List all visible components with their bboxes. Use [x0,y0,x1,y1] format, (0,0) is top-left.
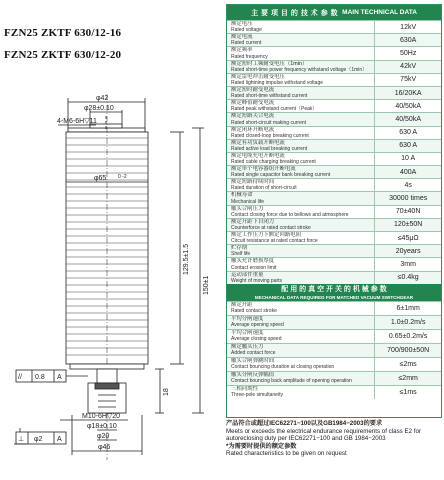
row-label [227,245,374,257]
row-label-zh: 额定工作压力下额定回路电阻 [231,232,302,238]
row-value: 75kV [374,74,441,86]
row-label-en: Rated peak withstand current（Peak） [231,106,318,113]
row-label-en: Rated closed-loop breaking current [231,132,309,139]
row-label-en: Contact closing force due to bellows and atmosphere [231,211,349,218]
note-en-1: Meets or exceeds the electrical endurance requirements of class E2 for autoreclosing duty per IEC62271−100 and GB 1984−2003 [226,427,422,443]
flatness-symbol-icon: // [18,374,22,381]
row-label-zh: 额定电缆充电开断电流 [231,152,285,159]
table-row [227,165,441,178]
table-row [227,46,441,59]
table-header [227,5,441,20]
row-label-en: Rated active load breaking current [231,145,308,152]
row-label [227,232,374,244]
row-label-zh: 额定开距下自闭力 [231,218,275,225]
table-row [227,205,441,218]
row-value: 400A [374,166,441,178]
row-label-zh: 额定短时耐受电流 [231,86,275,93]
row-label-en: Rated frequency [231,53,268,60]
row-label-en: Rated voltage [231,27,262,34]
row-label-zh: 触头分闸反弹幅值 [231,372,275,379]
row-label [227,330,374,343]
dim-thread-top: 4-M6-6H▽11 [57,118,97,125]
dim-body-dia: φ65 [94,175,107,182]
dim-bottom-dia: φ46 [98,444,111,451]
row-label [227,34,374,46]
row-value: 120±50N [374,219,441,231]
row-label-zh: 运动部件重量 [231,271,264,278]
table-row [227,271,441,284]
row-value: 10 A [374,153,441,165]
row-label-en: Weight of moving parts [231,277,283,284]
row-label [227,358,374,371]
row-label-en: Rated current [231,40,262,47]
table-row [227,231,441,244]
row-value: 0.65±0.2m/s [374,330,441,343]
row-label [227,140,374,152]
position-symbol-icon: ⊥ [18,436,25,443]
row-label-en: Rated short-time power frequency withstand voltage（1min） [231,66,368,73]
row-label [227,113,374,125]
row-label-en: Rated short-time withstand current [231,93,308,100]
row-value: 12kV [374,21,441,33]
dim-shaft-dia: φ20 [97,433,110,440]
row-value: 630A [374,34,441,46]
row-label-zh: 触头合闸弹跳时间 [231,358,275,365]
table-row [227,371,441,385]
row-label-zh: 额定短时工频耐受电压（1min） [231,60,308,67]
row-label-en: Three-pole simultaneity [231,392,283,399]
table-row [227,60,441,73]
table-row [227,244,441,257]
table-row [227,99,441,112]
row-label-zh: 额定短路持续时间 [231,179,275,186]
row-label-en: Shelf life [231,251,251,258]
note-zh-1: 产品符合或超过IEC62271−100以及GB1984−2003的要求 [226,420,383,427]
row-label-en: Rated cable charging breaking current [231,159,316,166]
dim-body-tol: 0 -2 [118,174,127,180]
row-label-en: Rated contact stroke [231,308,277,315]
table-row [227,73,441,86]
dim-ring-dia: φ28±0.10 [84,105,114,112]
footnote [226,420,442,458]
row-label-zh: 额定触头压力 [231,344,264,351]
dim-bottom-ring: φ18±0.10 [87,423,117,430]
row-label-en: Circuit resistance at rated contact force [231,238,318,245]
row-label [227,21,374,33]
row-value: 6±1mm [374,302,441,315]
main-data-rows [227,20,441,284]
row-label [227,316,374,329]
table-row [227,385,441,399]
tol-flat-ref: A [57,374,62,381]
technical-data-table [226,4,442,418]
row-label-en: Contact bouncing back amplitude of opening operation [231,378,352,385]
row-label-zh: 额定有功负载开断电流 [231,139,285,146]
row-value: ≤0.4kg [374,272,441,284]
row-label-zh: 平均分闸速度 [231,316,264,323]
row-value: 4s [374,179,441,191]
note-en-2: Rated characteristics to be given on request [226,450,347,458]
row-value: 40/50kA [374,113,441,125]
row-label-en: Added contact force [231,350,276,357]
row-label-zh: 触头允许磨损厚度 [231,258,275,265]
row-value: 1.0±0.2m/s [374,316,441,329]
table-row [227,33,441,46]
row-label [227,272,374,284]
dim-bottom-thread: M10-6H▽20 [82,413,121,420]
row-label-en: Rated single capacitor bank breaking current [231,172,331,179]
mechanical-data-rows [227,301,441,399]
row-value: 42kV [374,61,441,73]
table-row [227,218,441,231]
table-header-zh: 主 要 项 目 的 技 术 参 数 [251,9,339,17]
row-label-en: Average opening speed [231,322,284,329]
row-label [227,127,374,139]
table-header-en: MAIN TECHNICAL DATA [342,9,417,16]
row-label-zh: 三相同期性 [231,386,258,393]
row-label [227,153,374,165]
row-label [227,74,374,86]
row-value: 40/50kA [374,100,441,112]
row-label [227,100,374,112]
table-row [227,152,441,165]
row-value: ≤2mm [374,372,441,385]
table-row [227,257,441,270]
row-label [227,87,374,99]
tol-pos-ref: A [57,436,62,443]
row-label-zh: 额定电压 [231,21,253,27]
row-label-zh: 额定开距 [231,302,253,309]
row-value: 20years [374,245,441,257]
row-label-zh: 机械寿命 [231,192,253,199]
table-row [227,315,441,329]
row-value: ≤1ms [374,386,441,399]
row-label-zh: 额定频率 [231,47,253,54]
row-label-zh: 额定电流 [231,34,253,41]
mechanical-header [227,284,441,301]
row-label [227,61,374,73]
row-label-zh: 额定短路关合电流 [231,113,275,120]
table-row [227,178,441,191]
tol-flat: 0.8 [35,374,45,381]
mechanical-header-zh: 配 用 的 真 空 开 关 的 机 械 参 数 [281,285,387,293]
row-label-zh: 额定闭环开断电流 [231,126,275,133]
row-label [227,47,374,59]
row-label-zh: 触头合闸压力 [231,205,264,212]
table-row [227,126,441,139]
mechanical-header-en: MECHANICAL DATA REQUIRED FOR MATCHED VACUUM SWITCHGEAR [254,294,414,300]
table-row [227,191,441,204]
row-label-en: Counterforce at rated contact stroke [231,225,311,231]
dim-height-body: 129.5±1.5 [183,243,190,275]
row-label [227,206,374,218]
row-value: 16/20KA [374,87,441,99]
dim-top-dia: φ42 [96,95,109,102]
table-row [227,20,441,33]
row-label-en: Rated duration of short-circuit [231,185,297,192]
row-label [227,258,374,270]
row-label [227,302,374,315]
row-value: ≤45μΩ [374,232,441,244]
row-label-en: Rated short-circuit making current [231,119,307,126]
row-label [227,179,374,191]
table-row [227,357,441,371]
row-label [227,192,374,204]
row-label [227,166,374,178]
note-zh-2: *为需要时提供的额定参数 [226,442,297,450]
table-row [227,343,441,357]
row-label-en: Contact bouncing duration at closing operation [231,364,335,371]
model-list [4,22,214,66]
table-row [227,86,441,99]
table-row [227,139,441,152]
dim-side: 18 [163,388,170,396]
row-label-zh: 额定单个电容器组开断电流 [231,166,296,173]
row-label-zh: 额定峰值耐受电流 [231,100,275,107]
row-value: 3mm [374,258,441,270]
row-label-zh: 额定雷电冲击耐受电压 [231,73,285,80]
row-value: 70±40N [374,206,441,218]
row-label [227,386,374,399]
row-label-zh: 贮存期 [231,245,248,252]
dim-height-total: 150±1 [203,275,210,295]
tol-pos: φ2 [34,436,43,443]
row-value: ≤2ms [374,358,441,371]
table-row [227,112,441,125]
row-label-en: Rated lightning impulse withstand voltage [231,79,323,86]
row-value: 630 A [374,140,441,152]
row-label [227,372,374,385]
interrupter-drawing [0,70,224,480]
model-name: FZN25 ZKTF 630/12-16 [4,27,122,39]
table-row [227,329,441,343]
row-label-en: Average closing speed [231,336,282,343]
row-label-zh: 平均合闸速度 [231,330,264,337]
row-label [227,219,374,231]
row-value: 50Hz [374,47,441,59]
row-label-en: Contact erosion limit [231,264,277,271]
row-label [227,344,374,357]
row-value: 700/900±50N [374,344,441,357]
table-row [227,301,441,315]
model-name: FZN25 ZKTF 630/12-20 [4,49,122,61]
row-label-en: Mechanical life [231,198,265,205]
row-value: 630 A [374,127,441,139]
row-value: 30000 times [374,192,441,204]
